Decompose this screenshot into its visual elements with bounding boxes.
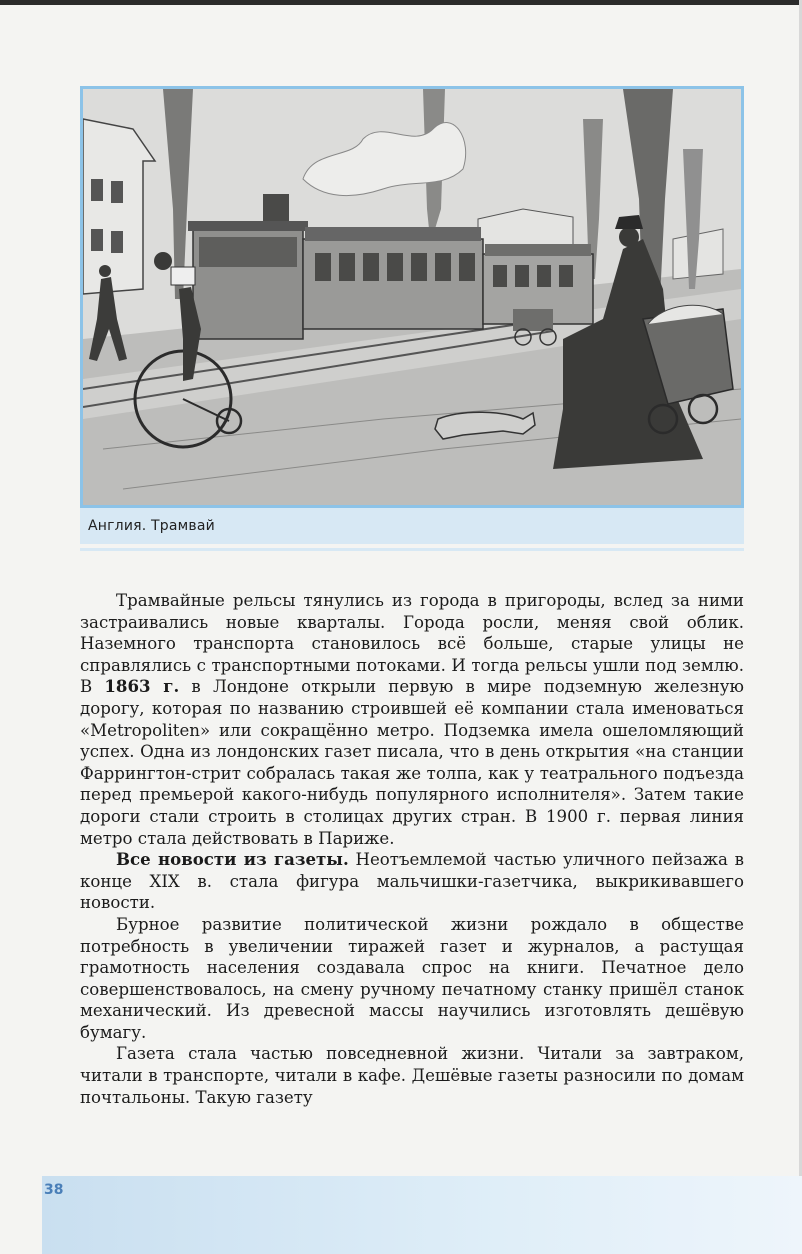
paragraph-2 bbox=[80, 849, 744, 914]
body-text bbox=[80, 590, 744, 1108]
figure bbox=[80, 86, 744, 556]
paragraph-3: Бурное развитие политической жизни рождало в обществе потребность в увеличении тиражей газет и журналов, а растущая грамотность населения создавала спрос на книги. Печатное дело совершенствовалось, на смену ручному печатному станку пришёл станок механический. Из древесной массы научились изготовлять дешёвую бумагу. bbox=[80, 914, 744, 1042]
year-1863: 1863 г. bbox=[104, 676, 180, 697]
section-heading-news: Все новости из газеты. bbox=[116, 849, 349, 870]
caption-bar bbox=[80, 508, 744, 544]
page-top-edge bbox=[0, 0, 802, 5]
caption-underline bbox=[80, 548, 744, 551]
tram-street-engraving-icon bbox=[80, 86, 744, 508]
paragraph-1-part-b: в Лондоне открыли первую в мире подземную железную дорогу, которая по названию строившей её компании стала именоваться «Metropoliten» или сокращённо метро. Подземка имела ошеломляющий успех. Одна из лондонских газет писала, что в день открытия «на станции Фаррингтон-стрит собралась такая же толпа, как у театрального подъезда перед премьерой какого-нибудь популярного исполнителя». Затем такие дороги стали строить в столицах других стран. В 1900 г. первая линия метро стала действовать в Париже. bbox=[80, 677, 744, 848]
paragraph-1 bbox=[80, 590, 744, 849]
figure-caption: Англия. Трамвай bbox=[88, 518, 215, 534]
paragraph-2-body: Неотъемлемой частью уличного пейзажа в конце XIX в. стала фигура мальчишки-газетчика, выкрикивавшего новости. bbox=[80, 850, 744, 913]
paragraph-1-part-a: Трамвайные рельсы тянулись из города в пригороды, вслед за ними застраивались новые кварталы. Города росли, меняя свой облик. Наземного транспорта становилось всё больше, старые улицы не справлялись с транспортными потоками. И тогда рельсы ушли под землю. В bbox=[80, 591, 744, 697]
page-number: 38 bbox=[44, 1182, 64, 1198]
page-footer-strip bbox=[42, 1176, 802, 1254]
paragraph-4: Газета стала частью повседневной жизни. Читали за завтраком, читали в транспорте, читали в кафе. Дешёвые газеты разносили по домам почтальоны. Такую газету bbox=[80, 1044, 744, 1107]
